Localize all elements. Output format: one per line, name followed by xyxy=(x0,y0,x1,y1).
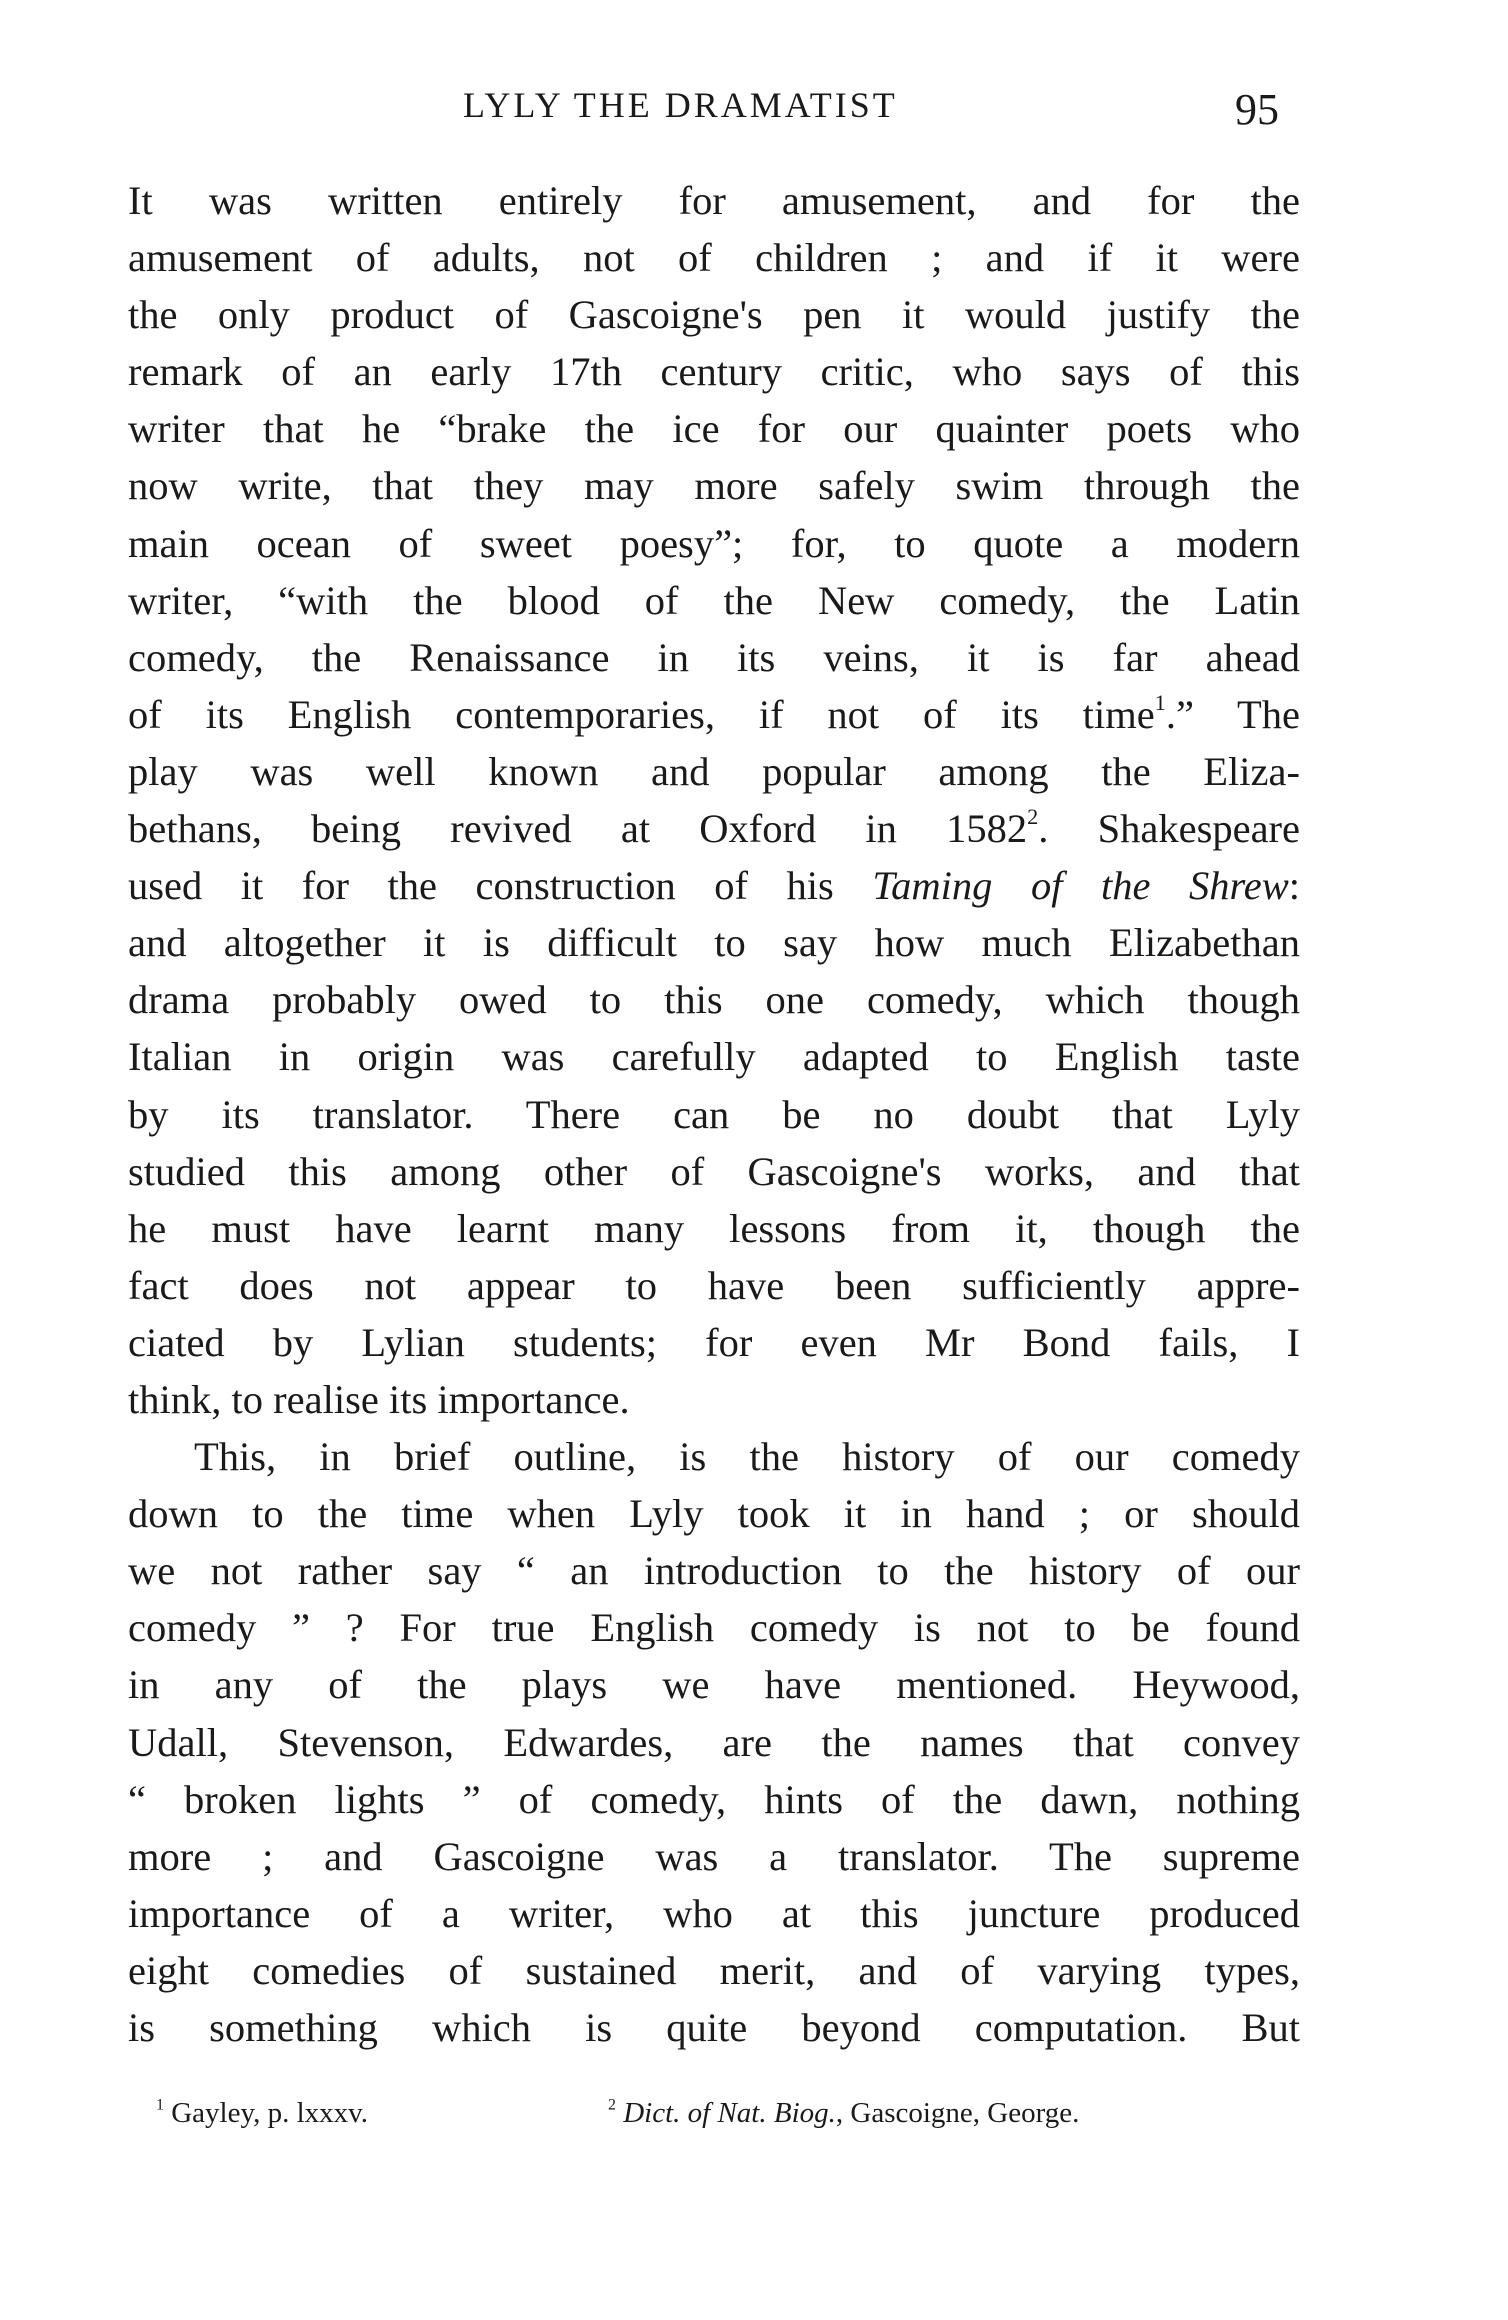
text-line: by its translator. There can be no doubt that Lyly xyxy=(128,1091,1300,1137)
footnotes xyxy=(0,2097,1508,2141)
text-line xyxy=(128,857,1300,914)
footnote-source-title: Dict. of Nat. Biog. xyxy=(623,2097,836,2129)
body-text xyxy=(128,172,1300,2056)
line-text: used it for the construction of his xyxy=(128,863,873,909)
text-line: eight comedies of sustained merit, and of varying types, xyxy=(128,1947,1300,1993)
text-line: in any of the plays we have mentioned. Heywood, xyxy=(128,1662,1300,1708)
text-line: Udall, Stevenson, Edwardes, are the names that convey xyxy=(128,1719,1300,1765)
text-line: importance of a writer, who at this juncture produced xyxy=(128,1890,1300,1936)
work-title: Taming of the Shrew xyxy=(872,863,1289,909)
text-line: the only product of Gascoigne's pen it would justify the xyxy=(128,292,1300,338)
text-line: writer that he “brake the ice for our quainter poets who xyxy=(128,406,1300,452)
footnote-text: , Gascoigne, George. xyxy=(835,2097,1080,2129)
text-line: fact does not appear to have been sufficiently appre- xyxy=(128,1262,1300,1308)
line-text: of its English contemporaries, if not of its time xyxy=(128,691,1155,737)
footnote-mark: 1 xyxy=(156,2096,164,2114)
text-line: is something which is quite beyond computation. But xyxy=(128,2005,1300,2050)
line-text: . Shakespeare xyxy=(1038,806,1301,852)
page-number: 95 xyxy=(1235,85,1279,134)
text-line: think, to realise its importance. xyxy=(128,1376,630,1422)
text-line: remark of an early 17th century critic, who says of this xyxy=(128,349,1300,395)
footnote-2 xyxy=(608,2097,1079,2130)
line-text: bethans, being revived at Oxford in 1582 xyxy=(128,806,1028,852)
text-line: main ocean of sweet poesy”; for, to quote a modern xyxy=(128,520,1300,566)
text-line: and altogether it is difficult to say how much Elizabethan xyxy=(128,920,1300,966)
text-line: amusement of adults, not of children ; and if it were xyxy=(128,235,1300,281)
footnote-text: Gayley, p. lxxxv. xyxy=(163,2097,369,2129)
text-line xyxy=(128,800,1300,857)
text-line: play was well known and popular among the Eliza- xyxy=(128,748,1300,794)
text-line: comedy, the Renaissance in its veins, it is far ahead xyxy=(128,634,1300,680)
text-line: “ broken lights ” of comedy, hints of the dawn, nothing xyxy=(128,1776,1300,1822)
text-line: he must have learnt many lessons from it, though the xyxy=(128,1205,1300,1251)
text-line: ciated by Lylian students; for even Mr Bond fails, I xyxy=(128,1319,1300,1365)
line-text: : xyxy=(1288,863,1300,909)
running-head xyxy=(0,84,1508,144)
text-line: drama probably owed to this one comedy, which though xyxy=(128,977,1300,1023)
text-line: down to the time when Lyly took it in hand ; or should xyxy=(128,1491,1300,1537)
text-line xyxy=(128,686,1300,743)
footnote-mark: 2 xyxy=(608,2096,616,2114)
text-line: now write, that they may more safely swim through the xyxy=(128,463,1300,509)
line-text: .” The xyxy=(1165,691,1300,737)
text-line: studied this among other of Gascoigne's works, and that xyxy=(128,1148,1300,1194)
running-title: LYLY THE DRAMATIST xyxy=(463,85,898,125)
footnote-ref-2: 2 xyxy=(1027,804,1039,830)
footnote-ref-1: 1 xyxy=(1154,690,1166,716)
text-line: Italian in origin was carefully adapted to English taste xyxy=(128,1034,1300,1080)
text-line: It was written entirely for amusement, and for the xyxy=(128,178,1300,223)
text-line: we not rather say “ an introduction to the history of our xyxy=(128,1548,1300,1594)
footnote-1 xyxy=(156,2097,368,2130)
text-line: writer, “with the blood of the New comedy, the Latin xyxy=(128,577,1300,623)
text-line: comedy ” ? For true English comedy is not to be found xyxy=(128,1605,1300,1651)
text-line: more ; and Gascoigne was a translator. The supreme xyxy=(128,1833,1300,1879)
text-line: This, in brief outline, is the history of our comedy xyxy=(194,1434,1300,1480)
